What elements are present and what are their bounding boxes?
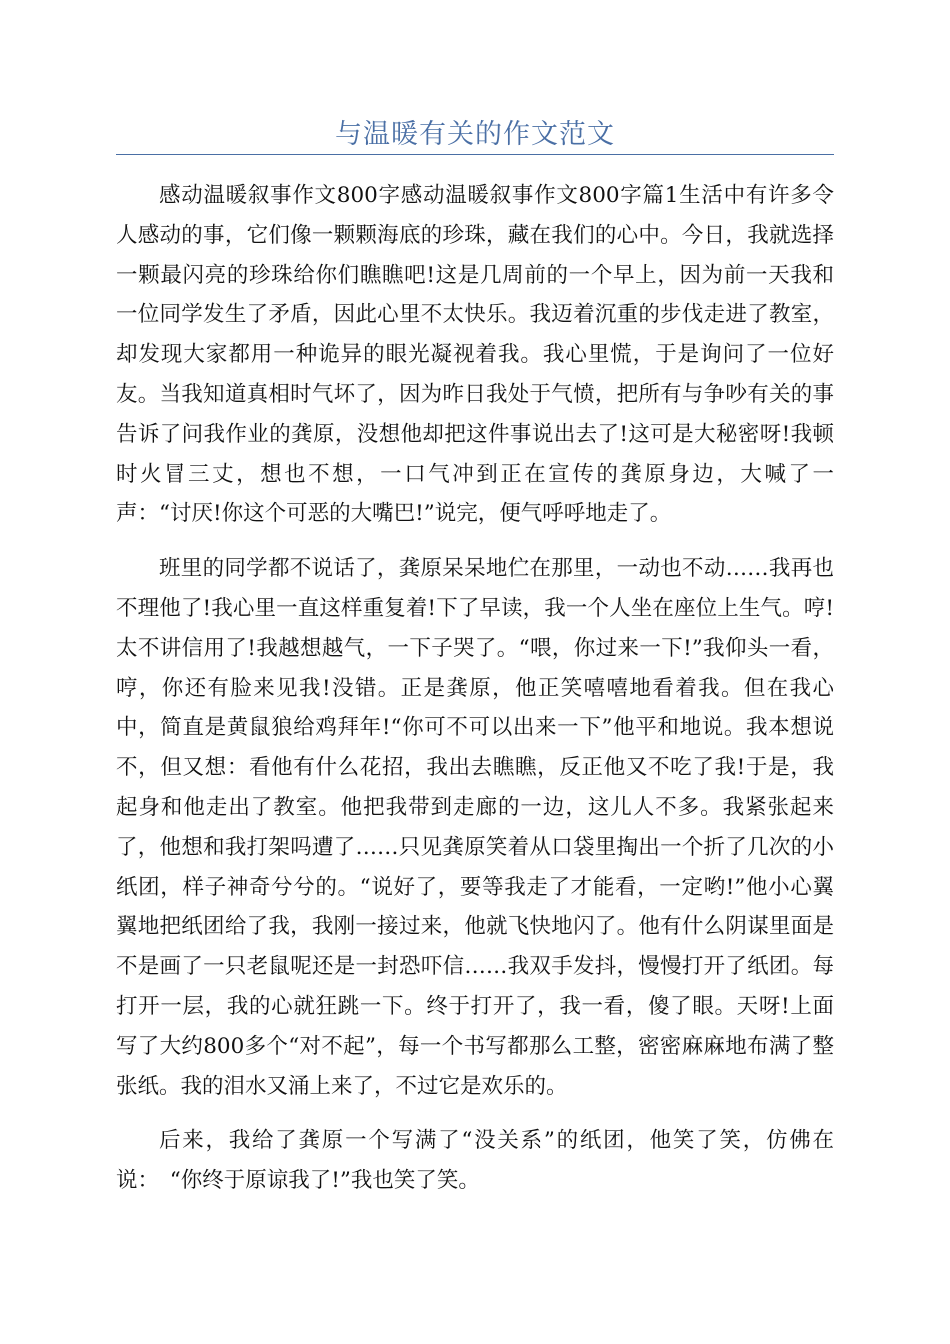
document-title: 与温暖有关的作文范文 (335, 119, 615, 150)
paragraph-1: 感动温暖叙事作文800字感动温暖叙事作文800字篇1生活中有许多令人感动的事，它们像一颗颗海底的珍珠，藏在我们的心中。今日，我就选择一颗最闪亮的珍珠给你们瞧瞧吧!这是几周前的一个早上，因为前一天我和一位同学发生了矛盾，因此心里不太快乐。我迈着沉重的步伐走进了教室，却发现大家都用一种诡异的眼光凝视着我。我心里慌，于是询问了一位好友。当我知道真相时气坏了，因为昨日我处于气愤，把所有与争吵有关的事告诉了问我作业的龚原，没想他却把这件事说出去了!这可是大秘密呀!我顿时火冒三丈，想也不想，一口气冲到正在宣传的龚原身边，大喊了一声：“讨厌!你这个可恶的大嘴巴!”说完，便气呼呼地走了。 (116, 183, 834, 527)
paragraph-2: 班里的同学都不说话了，龚原呆呆地伫在那里，一动也不动……我再也不理他了!我心里一直这样重复着!下了早读，我一个人坐在座位上生气。哼!太不讲信用了!我越想越气，一下子哭了。“喂，你过来一下!”我仰头一看，哼，你还有脸来见我!没错。正是龚原，他正笑嘻嘻地看着我。但在我心中，简直是黄鼠狼给鸡拜年!“你可不可以出来一下”他平和地说。我本想说不，但又想：看他有什么花招，我出去瞧瞧，反正他又不吃了我!于是，我起身和他走出了教室。他把我带到走廊的一边，这儿人不多。我紧张起来了，他想和我打架吗遭了……只见龚原笑着从口袋里掏出一个折了几次的小纸团，样子神奇兮兮的。“说好了，要等我走了才能看，一定哟!”他小心翼翼地把纸团给了我，我刚一接过来，他就飞快地闪了。他有什么阴谋里面是不是画了一只老鼠呢还是一封恐吓信……我双手发抖，慢慢打开了纸团。每打开一层，我的心就狂跳一下。终于打开了，我一看，傻了眼。天呀!上面写了大约800多个“对不起”，每一个书写都那么工整，密密麻麻地布满了整张纸。我的泪水又涌上来了，不过它是欢乐的。 (116, 556, 834, 1099)
document-body (116, 176, 834, 1216)
title-underline (116, 154, 834, 155)
paragraph-3: 后来，我给了龚原一个写满了“没关系”的纸团，他笑了笑，仿佛在说： “你终于原谅我了!”我也笑了笑。 (116, 1128, 834, 1194)
